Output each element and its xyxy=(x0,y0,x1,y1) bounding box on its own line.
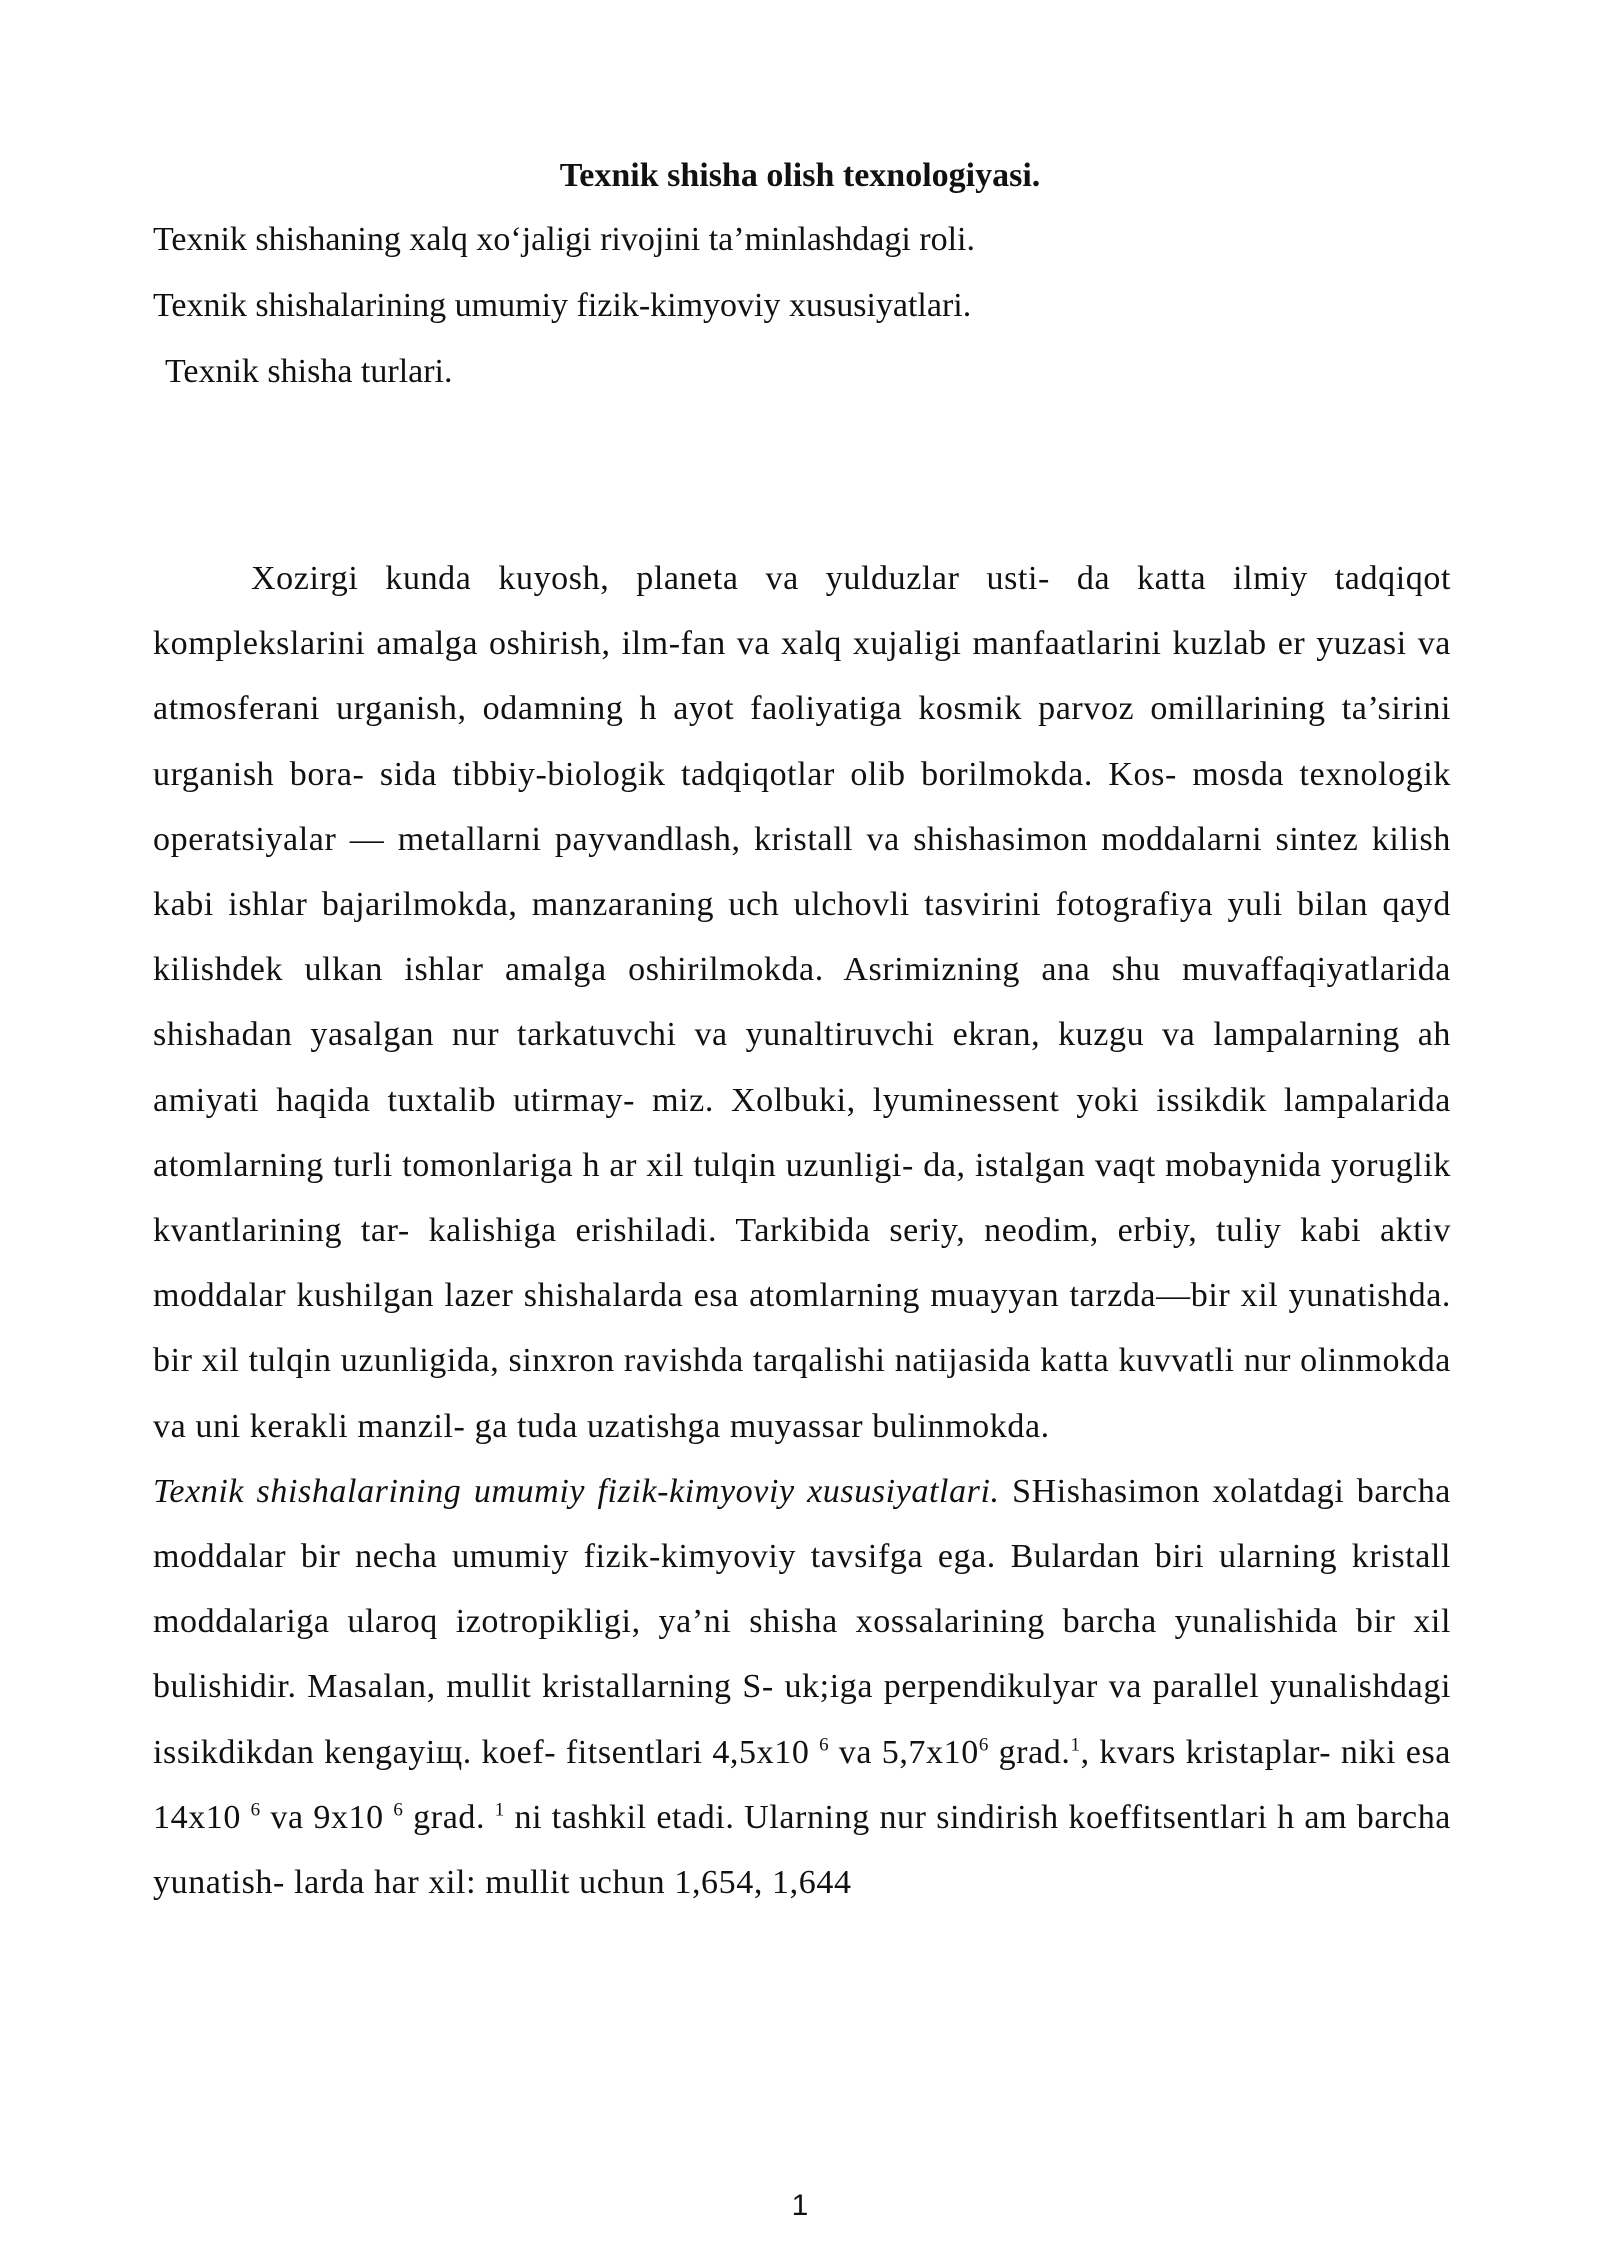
page-number: 1 xyxy=(791,2189,809,2222)
superscript: 6 xyxy=(393,1799,404,1821)
paragraph-text: SHishasimon xolatdagi barcha moddalar bir necha umumiy fizik-kimyoviy tavsifga ega. Bulardan biri ularning kristall moddalariga ularoq izotropikligi, ya’ni shisha xossalarining barcha yunalishida bir xil bulishidir. Masalan, mullit kristallarning S- uk;iga perpendikulyar va parallel yunalishdagi issikdikdan kengayiщ. koef- fitsentlari 4,5x10 xyxy=(153,1472,1451,1771)
paragraph-text: grad. xyxy=(403,1798,495,1836)
paragraph-text: , kvars kristaplar- niki esa 14x10 xyxy=(153,1733,1451,1836)
paragraph-text: va 9x10 xyxy=(260,1798,394,1836)
superscript: 6 xyxy=(978,1734,989,1756)
paragraph-italic-lead: Texnik shishalarining umumiy fizik-kimyoviy xususiyatlari. xyxy=(153,1472,1000,1510)
heading-properties: Texnik shishalarining umumiy fizik-kimyoviy xususiyatlari. xyxy=(153,287,972,324)
document-title: Texnik shisha olish texnologiyasi. xyxy=(559,157,1041,194)
paragraph-text: grad. xyxy=(988,1733,1071,1771)
body-text xyxy=(153,546,1451,1915)
superscript: 6 xyxy=(819,1734,830,1756)
paragraph-text: va 5,7x10 xyxy=(829,1733,979,1771)
paragraph-text: ni tashkil etadi. Ularning nur sindirish koeffitsentlari h am barcha yunatish- larda har xil: mullit uchun 1,654, 1,644 xyxy=(153,1798,1451,1902)
superscript: 1 xyxy=(494,1799,505,1821)
superscript: 6 xyxy=(250,1799,261,1821)
superscript: 1 xyxy=(1070,1734,1081,1756)
heading-types: Texnik shisha turlari. xyxy=(165,353,453,390)
paragraph-properties xyxy=(153,1459,1451,1915)
paragraph-intro: Xozirgi kunda kuyosh, planeta va yulduzlar usti- da katta ilmiy tadqiqot komplekslarini amalga oshirish, ilm-fan va xalq xujaligi manfaatlarini kuzlab er yuzasi va atmosferani urganish, odamning h ayot faoliyatiga kosmik parvoz omillarining ta’sirini urganish bora- sida tibbiy-biologik tadqiqotlar olib borilmokda. Kos- mosda texnologik operatsiyalar — metallarni payvandlash, kristall va shishasimon moddalarni sintez kilish kabi ishlar bajarilmokda, manzaraning uch ulchovli tasvirini fotografiya yuli bilan qayd kilishdek ulkan ishlar amalga oshirilmokda. Asrimizning ana shu muvaffaqiyatlarida shishadan yasalgan nur tarkatuvchi va yunaltiruvchi ekran, kuzgu va lampalarning ah amiyati haqida tuxtalib utirmay- miz. Xolbuki, lyuminessent yoki issikdik lampalarida atomlarning turli tomonlariga h ar xil tulqin uzunligi- da, istalgan vaqt mobaynida yoruglik kvantlarining tar- kalishiga erishiladi. Tarkibida seriy, neodim, erbiy, tuliy kabi aktiv moddalar kushilgan lazer shishalarda esa atomlarning muayyan tarzda—bir xil yunatishda. bir xil tulqin uzunligida, sinxron ravishda tarqalishi natijasida katta kuvvatli nur olinmokda va uni kerakli manzil- ga tuda uzatishga muyassar bulinmokda. xyxy=(153,560,1451,1445)
heading-role: Texnik shishaning xalq xo‘jaligi rivojini ta’minlashdagi roli. xyxy=(153,221,975,258)
